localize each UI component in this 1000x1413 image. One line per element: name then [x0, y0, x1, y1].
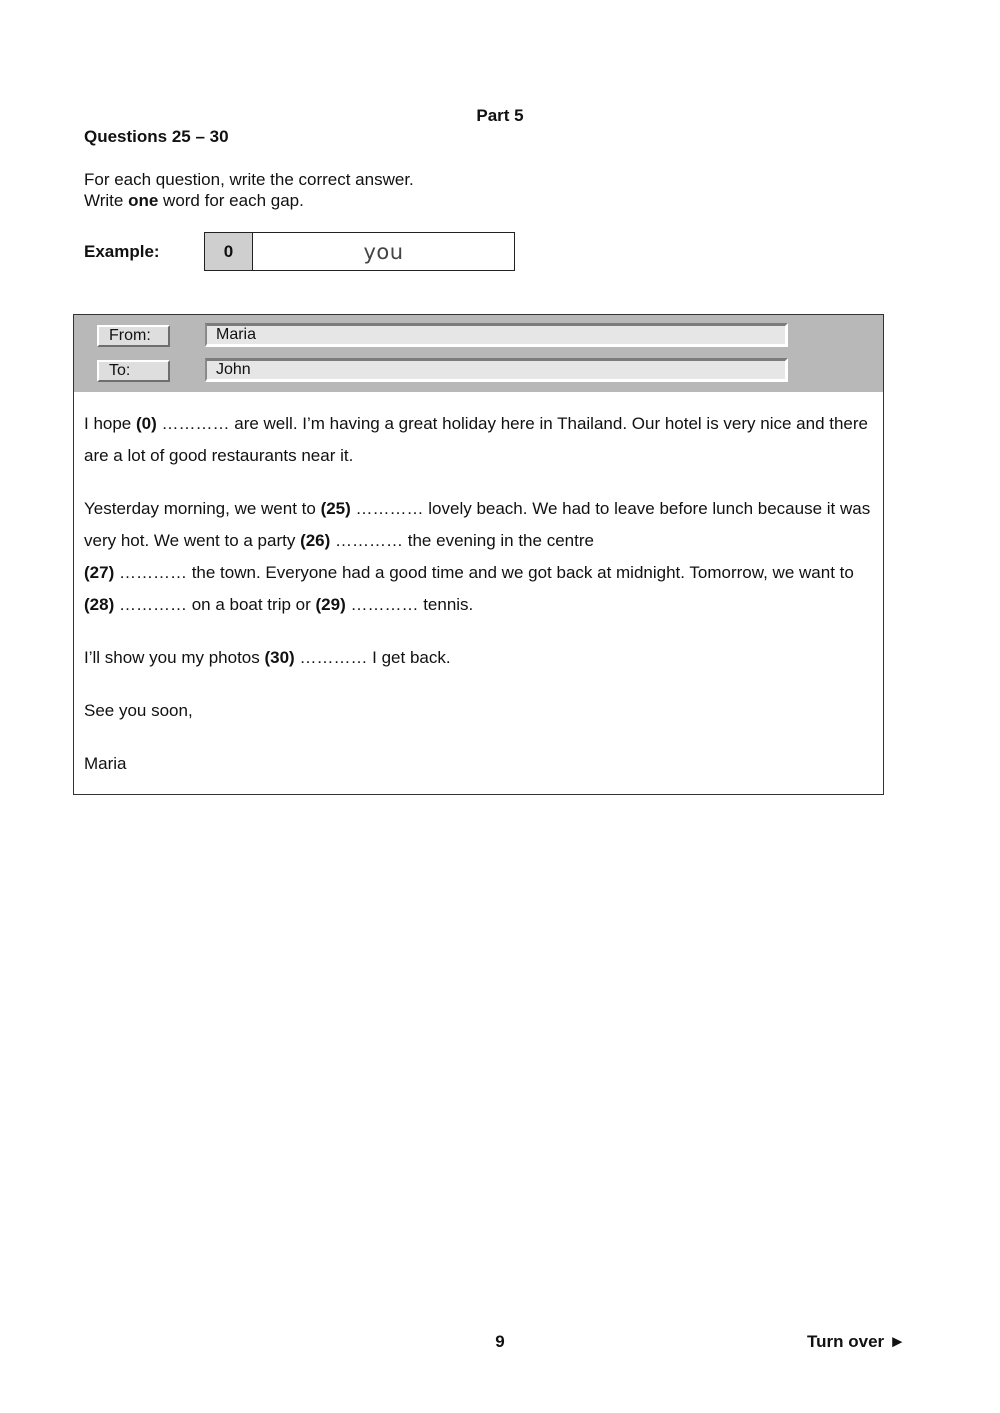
to-label: To:	[97, 360, 170, 382]
gap-27: (27)	[84, 563, 115, 582]
email-window	[73, 314, 884, 795]
email-paragraph-3: I’ll show you my photos (30) ………… I get back.	[84, 648, 451, 667]
email-header	[74, 315, 883, 392]
gap-25: (25)	[320, 499, 351, 518]
instruction-line-2: Write one word for each gap.	[84, 191, 304, 210]
instruction-line-1: For each question, write the correct answer.	[84, 170, 414, 189]
example-answer: you	[363, 239, 404, 264]
email-paragraph-1: I hope (0) ………… are well. I’m having a great holiday here in Thailand. Our hotel is very nice and there are a lot of good restaurants near it.	[84, 414, 868, 465]
example-label: Example:	[84, 242, 160, 261]
email-closing: See you soon,	[84, 701, 193, 720]
page-number: 9	[495, 1332, 505, 1351]
gap-29: (29)	[315, 595, 346, 614]
example-number: 0	[205, 233, 253, 270]
from-field[interactable]: Maria	[205, 323, 788, 347]
email-paragraph-2: Yesterday morning, we went to (25) ………… lovely beach. We had to leave before lunch because it was very hot. We went to a party (26) ………… the evening in the centre (27) ………… the town. Everyone had a good time and we got back at midnight. Tomorrow, we want to (28) ………… on a boat trip or (29) ………… tennis.	[84, 499, 871, 614]
example-answer-box	[204, 232, 515, 271]
part-title: Part 5	[476, 106, 524, 125]
email-signature: Maria	[84, 754, 127, 773]
gap-28: (28)	[84, 595, 115, 614]
turn-over: Turn over ►	[807, 1332, 906, 1351]
gap-30: (30)	[264, 648, 295, 667]
questions-range: Questions 25 – 30	[84, 127, 229, 146]
to-field[interactable]: John	[205, 358, 788, 382]
from-label: From:	[97, 325, 170, 347]
gap-26: (26)	[300, 531, 331, 550]
